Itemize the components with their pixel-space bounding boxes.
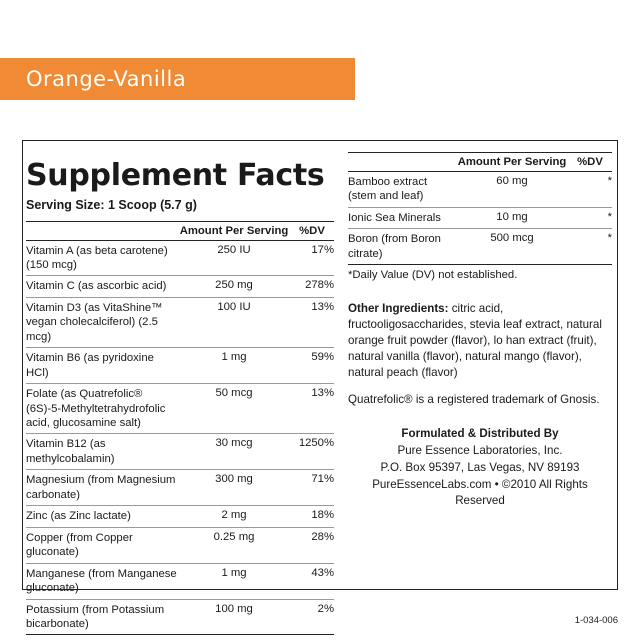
nutrient-amount: 2 mg (178, 506, 290, 527)
table-header-row (26, 221, 334, 240)
nutrient-amount: 30 mcg (178, 434, 290, 470)
table-row (348, 172, 612, 208)
nutrient-amount: 1 mg (178, 348, 290, 384)
nutrient-name: Bamboo extract (stem and leaf) (348, 172, 456, 208)
print-code: 1-034-006 (574, 615, 618, 626)
nutrient-name: Zinc (as Zinc lactate) (26, 506, 178, 527)
table-row (348, 207, 612, 228)
nutrient-name: Ionic Sea Minerals (348, 207, 456, 228)
header-amount-per-serving: Amount Per Serving (456, 153, 568, 172)
table-row (26, 348, 334, 384)
header-amount-per-serving: Amount Per Serving (178, 221, 290, 240)
nutrient-amount: 250 IU (178, 240, 290, 276)
table-row (26, 563, 334, 599)
table-header-row (348, 153, 612, 172)
header-nutrient (26, 221, 178, 240)
header-percent-dv: %DV (568, 153, 612, 172)
nutrient-amount: 1 mg (178, 563, 290, 599)
header-nutrient (348, 153, 456, 172)
nutrient-name: Vitamin B12 (as methylcobalamin) (26, 434, 178, 470)
nutrient-dv: 2% (290, 599, 334, 635)
table-row (26, 384, 334, 434)
nutrient-name: Vitamin B6 (as pyridoxine HCl) (26, 348, 178, 384)
nutrient-amount: 10 mg (456, 207, 568, 228)
nutrient-dv: * (568, 172, 612, 208)
daily-value-footnote: *Daily Value (DV) not established. (348, 269, 518, 282)
company-name: Pure Essence Laboratories, Inc. (397, 443, 563, 457)
nutrient-dv: 59% (290, 348, 334, 384)
secondary-facts-column (348, 152, 612, 510)
company-block (348, 426, 612, 510)
nutrient-dv: 13% (290, 297, 334, 347)
table-row (348, 229, 612, 265)
table-row (26, 434, 334, 470)
nutrient-name: Vitamin C (as ascorbic acid) (26, 276, 178, 297)
nutrient-amount: 300 mg (178, 470, 290, 506)
nutrient-dv: * (568, 207, 612, 228)
nutrient-dv: 17% (290, 240, 334, 276)
table-row (26, 297, 334, 347)
nutrient-name: Manganese (from Manganese gluconate) (26, 563, 178, 599)
supplement-facts-title: Supplement Facts (26, 158, 325, 193)
other-ingredients-text: citric acid, fructooligosaccharides, stevia leaf extract, natural orange fruit powder (flavor), lo han extract (fruit), natural vanilla (flavor), natural mango (flavor), natural peach (flavor) (348, 302, 602, 380)
table-row (26, 470, 334, 506)
supplement-facts-column (26, 148, 334, 635)
table-row (26, 527, 334, 563)
nutrient-dv: * (568, 229, 612, 265)
nutrient-dv: 18% (290, 506, 334, 527)
nutrient-amount: 250 mg (178, 276, 290, 297)
table-row (26, 276, 334, 297)
other-ingredients-heading: Other Ingredients: (348, 302, 449, 316)
table-row (26, 240, 334, 276)
secondary-nutrition-table (348, 152, 612, 265)
nutrient-amount: 500 mcg (456, 229, 568, 265)
table-row (26, 506, 334, 527)
other-ingredients (348, 301, 612, 381)
table-row (26, 599, 334, 635)
nutrient-name: Vitamin D3 (as VitaShine™ vegan cholecalciferol) (2.5 mcg) (26, 297, 178, 347)
nutrient-dv: 278% (290, 276, 334, 297)
nutrient-amount: 100 mg (178, 599, 290, 635)
nutrient-amount: 50 mcg (178, 384, 290, 434)
nutrition-table (26, 221, 334, 636)
nutrient-dv: 43% (290, 563, 334, 599)
header-percent-dv: %DV (290, 221, 334, 240)
company-address: P.O. Box 95397, Las Vegas, NV 89193 (380, 460, 580, 474)
trademark-note: Quatrefolic® is a registered trademark of Gnosis. (348, 393, 600, 407)
nutrient-dv: 28% (290, 527, 334, 563)
flavor-label: Orange-Vanilla (26, 67, 187, 91)
nutrient-amount: 0.25 mg (178, 527, 290, 563)
company-website[interactable]: PureEssenceLabs.com • ©2010 All Rights Reserved (372, 477, 588, 508)
nutrient-name: Vitamin A (as beta carotene) (150 mcg) (26, 240, 178, 276)
nutrient-name: Folate (as Quatrefolic® (6S)-5-Methyltetrahydrofolic acid, glucosamine salt) (26, 384, 178, 434)
nutrient-name: Potassium (from Potassium bicarbonate) (26, 599, 178, 635)
nutrient-name: Boron (from Boron citrate) (348, 229, 456, 265)
serving-size: Serving Size: 1 Scoop (5.7 g) (26, 197, 197, 212)
nutrient-amount: 100 IU (178, 297, 290, 347)
nutrient-dv: 1250% (290, 434, 334, 470)
nutrient-dv: 13% (290, 384, 334, 434)
nutrient-name: Copper (from Copper gluconate) (26, 527, 178, 563)
nutrient-name: Magnesium (from Magnesium carbonate) (26, 470, 178, 506)
flavor-banner (0, 58, 355, 100)
formulated-heading: Formulated & Distributed By (401, 427, 559, 441)
nutrient-dv: 71% (290, 470, 334, 506)
nutrient-amount: 60 mg (456, 172, 568, 208)
